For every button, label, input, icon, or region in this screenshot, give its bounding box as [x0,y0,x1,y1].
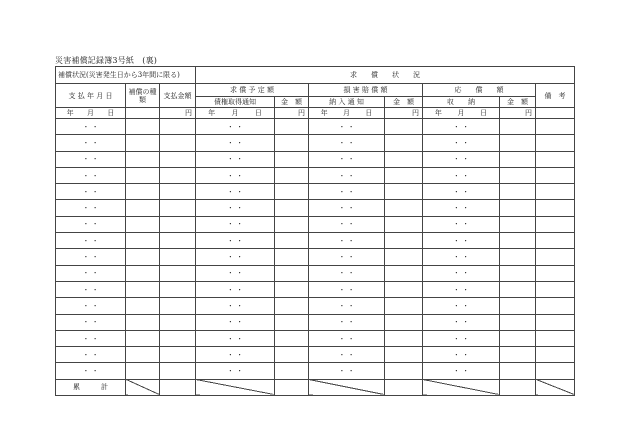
ledger-row [56,330,575,346]
date-cell: ・ ・ [423,249,500,265]
blank-cell [275,314,309,330]
date-cell: ・ ・ [423,363,500,379]
amount-header-2: 金 額 [385,97,423,108]
blank-cell [385,135,423,151]
blank-cell [536,330,575,346]
date-cell: ・ ・ [196,314,275,330]
blank-cell [126,167,160,183]
ledger-row [56,167,575,183]
date-cell: ・ ・ [309,347,385,363]
date-cell: ・ ・ [309,265,385,281]
ledger-row [56,314,575,330]
ledger-row [56,265,575,281]
blank-cell [275,167,309,183]
claim-amount-unit: 円 [275,108,309,119]
blank-cell [160,330,196,346]
date-cell: ・ ・ [423,167,500,183]
blank-cell [500,249,536,265]
blank-cell [500,298,536,314]
date-cell: ・ ・ [56,216,126,232]
date-cell: ・ ・ [423,216,500,232]
blank-cell [275,135,309,151]
blank-cell [126,135,160,151]
blank-cell [126,281,160,297]
blank-cell [160,347,196,363]
ledger-row [56,233,575,249]
ledger-row [56,119,575,135]
ledger-row [56,184,575,200]
date-cell: ・ ・ [309,281,385,297]
total-response-amount [500,379,536,395]
blank-cell [126,249,160,265]
total-diag-3 [309,379,385,395]
header-row-2 [56,84,575,97]
date-cell: ・ ・ [56,135,126,151]
blank-cell [275,200,309,216]
date-cell: ・ ・ [196,233,275,249]
date-cell: ・ ・ [196,363,275,379]
blank-cell [160,363,196,379]
blank-cell [385,330,423,346]
date-cell: ・ ・ [423,298,500,314]
blank-cell [385,200,423,216]
date-cell: ・ ・ [56,167,126,183]
date-cell: ・ ・ [309,167,385,183]
blank-cell [126,151,160,167]
pay-amount-unit: 円 [160,108,196,119]
date-cell: ・ ・ [423,314,500,330]
blank-cell [275,330,309,346]
date-cell: ・ ・ [196,200,275,216]
blank-cell [160,216,196,232]
ledger-row [56,216,575,232]
bond-notice-header: 債権取得通知 [196,97,275,108]
blank-cell [500,167,536,183]
date-cell: ・ ・ [309,233,385,249]
damage-amount-unit: 円 [385,108,423,119]
date-cell: ・ ・ [56,314,126,330]
remarks-header: 備 考 [536,84,575,108]
date-cell: ・ ・ [309,330,385,346]
blank-cell [536,314,575,330]
total-diag-1 [126,379,160,395]
blank-cell [126,119,160,135]
blank-cell [126,314,160,330]
date-cell: ・ ・ [309,184,385,200]
blank-cell [160,233,196,249]
date-cell: ・ ・ [309,151,385,167]
date-cell: ・ ・ [196,184,275,200]
date-cell: ・ ・ [56,281,126,297]
blank-cell [536,151,575,167]
blank-cell [275,363,309,379]
date-cell: ・ ・ [423,281,500,297]
blank-cell [126,347,160,363]
date-cell: ・ ・ [196,151,275,167]
date-cell: ・ ・ [56,151,126,167]
date-cell: ・ ・ [309,363,385,379]
blank-cell [385,249,423,265]
total-diag-4 [423,379,500,395]
date-cell: ・ ・ [423,265,500,281]
ledger-row [56,363,575,379]
blank-cell [385,298,423,314]
total-diag-5 [536,379,575,395]
date-cell: ・ ・ [56,233,126,249]
date-cell: ・ ・ [56,184,126,200]
date-cell: ・ ・ [196,167,275,183]
comp-type-header: 補償の種 類 [126,84,160,108]
response-header: 応 償 額 [423,84,536,97]
blank-cell [536,233,575,249]
blank-cell [536,298,575,314]
blank-cell [536,119,575,135]
remarks-units-empty [536,108,575,119]
form-caption: 災害補償記録簿3号紙 (裏) [55,56,158,65]
blank-cell [500,151,536,167]
collected-header: 収 納 [423,97,500,108]
blank-cell [275,119,309,135]
blank-cell [275,265,309,281]
amount-header-3: 金 額 [500,97,536,108]
blank-cell [126,200,160,216]
response-date-units: 年 月 日 [423,108,500,119]
date-cell: ・ ・ [423,233,500,249]
units-row [56,108,575,119]
compensation-ledger-table [55,66,575,396]
damage-header: 損 害 賠 償 額 [309,84,423,97]
blank-cell [126,363,160,379]
blank-cell [160,184,196,200]
blank-cell [536,216,575,232]
blank-cell [275,347,309,363]
blank-cell [536,347,575,363]
blank-cell [160,281,196,297]
date-cell: ・ ・ [56,119,126,135]
blank-cell [536,281,575,297]
date-cell: ・ ・ [56,200,126,216]
blank-cell [275,298,309,314]
date-cell: ・ ・ [423,119,500,135]
blank-cell [500,233,536,249]
total-pay-amount [160,379,196,395]
blank-cell [536,363,575,379]
blank-cell [536,200,575,216]
ledger-row [56,249,575,265]
blank-cell [385,151,423,167]
amount-header-1: 金 額 [275,97,309,108]
ledger-row [56,200,575,216]
status-header: 補償状況(災害発生日から3年間に限る) [56,67,196,84]
blank-cell [160,135,196,151]
blank-cell [385,363,423,379]
date-cell: ・ ・ [423,330,500,346]
blank-cell [536,265,575,281]
date-cell: ・ ・ [309,314,385,330]
blank-cell [275,151,309,167]
blank-cell [275,249,309,265]
units-empty [126,108,160,119]
blank-cell [160,200,196,216]
date-cell: ・ ・ [196,265,275,281]
ledger-row [56,281,575,297]
blank-cell [385,265,423,281]
pay-date-header: 支 払 年 月 日 [56,84,126,108]
date-cell: ・ ・ [56,363,126,379]
date-cell: ・ ・ [309,216,385,232]
blank-cell [160,249,196,265]
blank-cell [160,298,196,314]
ledger-row [56,135,575,151]
date-cell: ・ ・ [309,298,385,314]
claim-status-header: 求 償 状 況 [196,67,575,84]
date-cell: ・ ・ [309,249,385,265]
ledger-row [56,151,575,167]
date-cell: ・ ・ [196,119,275,135]
blank-cell [275,216,309,232]
claim-plan-header: 求 償 予 定 額 [196,84,309,97]
date-cell: ・ ・ [196,330,275,346]
total-label: 累 計 [56,379,126,395]
blank-cell [160,314,196,330]
blank-cell [126,184,160,200]
date-cell: ・ ・ [309,135,385,151]
blank-cell [385,184,423,200]
blank-cell [385,216,423,232]
blank-cell [385,314,423,330]
blank-cell [536,135,575,151]
total-diag-2 [196,379,275,395]
blank-cell [126,216,160,232]
date-cell: ・ ・ [423,184,500,200]
date-cell: ・ ・ [56,249,126,265]
blank-cell [500,363,536,379]
blank-cell [500,281,536,297]
date-cell: ・ ・ [309,119,385,135]
ledger-row [56,298,575,314]
blank-cell [275,184,309,200]
blank-cell [536,184,575,200]
blank-cell [126,265,160,281]
total-row [56,379,575,395]
blank-cell [126,330,160,346]
blank-cell [500,265,536,281]
blank-cell [160,265,196,281]
blank-cell [500,119,536,135]
blank-cell [126,233,160,249]
blank-cell [385,347,423,363]
date-cell: ・ ・ [196,298,275,314]
blank-cell [500,184,536,200]
blank-cell [385,119,423,135]
date-cell: ・ ・ [196,249,275,265]
blank-cell [160,151,196,167]
blank-cell [536,167,575,183]
ledger-row [56,347,575,363]
blank-cell [385,167,423,183]
blank-cell [160,119,196,135]
date-cell: ・ ・ [423,200,500,216]
header-row-1 [56,67,575,84]
total-claim-amount [275,379,309,395]
damage-date-units: 年 月 日 [309,108,385,119]
claim-date-units: 年 月 日 [196,108,275,119]
blank-cell [385,233,423,249]
date-cell: ・ ・ [196,281,275,297]
blank-cell [500,330,536,346]
pay-date-units: 年 月 日 [56,108,126,119]
blank-cell [385,281,423,297]
date-cell: ・ ・ [56,347,126,363]
date-cell: ・ ・ [56,265,126,281]
date-cell: ・ ・ [309,200,385,216]
date-cell: ・ ・ [423,347,500,363]
blank-cell [500,216,536,232]
pay-amount-header: 支払金額 [160,84,196,108]
blank-cell [160,167,196,183]
blank-cell [500,135,536,151]
total-damage-amount [385,379,423,395]
blank-cell [500,200,536,216]
blank-cell [536,249,575,265]
blank-cell [275,233,309,249]
date-cell: ・ ・ [423,135,500,151]
blank-cell [500,314,536,330]
date-cell: ・ ・ [423,151,500,167]
blank-cell [500,347,536,363]
blank-cell [275,281,309,297]
ledger-body [56,119,575,380]
payment-notice-header: 納 入 通 知 [309,97,385,108]
date-cell: ・ ・ [196,216,275,232]
blank-cell [126,298,160,314]
date-cell: ・ ・ [56,298,126,314]
date-cell: ・ ・ [56,330,126,346]
date-cell: ・ ・ [196,135,275,151]
response-amount-unit: 円 [500,108,536,119]
date-cell: ・ ・ [196,347,275,363]
